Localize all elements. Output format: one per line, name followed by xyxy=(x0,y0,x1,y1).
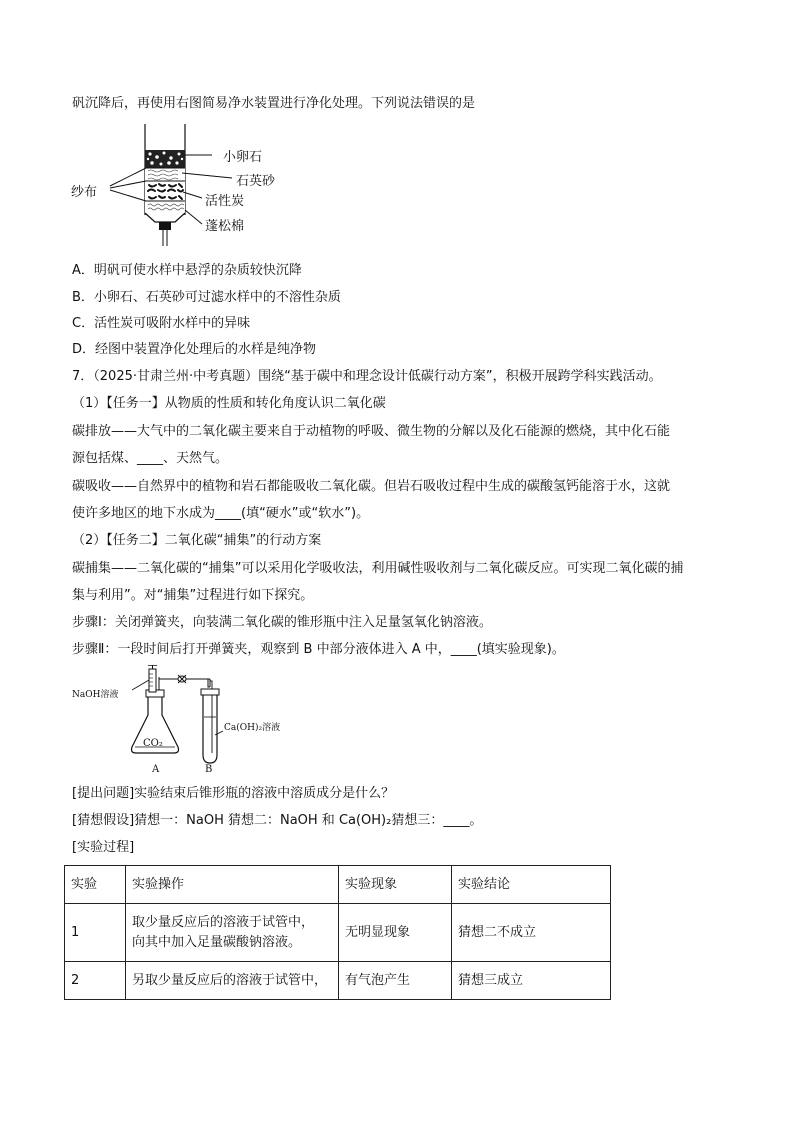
table-row xyxy=(65,904,611,962)
row-2-phenomenon: 有气泡产生 xyxy=(339,962,452,1000)
intro-text: 矾沉降后，再使用右图简易净水装置进行净化处理。下列说法错误的是 xyxy=(72,96,476,111)
header-operation: 实验操作 xyxy=(126,866,339,904)
row-2-no: 2 xyxy=(65,962,126,1000)
label-naoh-solution: NaOH溶液 xyxy=(72,690,119,700)
label-flask-a: A xyxy=(152,764,160,775)
carbon-absorb-line-2: 使许多地区的地下水成为____(填“硬水”或“软水”)。 xyxy=(72,506,370,521)
header-no: 实验 xyxy=(65,866,126,904)
header-conclusion: 实验结论 xyxy=(452,866,611,904)
table-header-row xyxy=(65,866,611,904)
label-tube-b: B xyxy=(205,764,213,775)
row-2-conclusion: 猜想三成立 xyxy=(452,962,611,1000)
option-a: A．明矾可使水样中悬浮的杂质较快沉降 xyxy=(72,263,302,278)
label-cotton: 蓬松棉 xyxy=(205,219,245,234)
experiment-table xyxy=(64,865,611,1000)
label-quartz-sand: 石英砂 xyxy=(236,174,276,189)
row-1-phenomenon: 无明显现象 xyxy=(339,904,452,962)
header-phenomenon: 实验现象 xyxy=(339,866,452,904)
row-1-operation-line-2: 向其中加入足量碳酸钠溶液。 xyxy=(132,934,302,950)
carbon-capture-line-1: 碳捕集——二氧化碳的“捕集”可以采用化学吸收法，利用碱性吸收剂与二氧化碳反应。可实现二氧化碳的捕 xyxy=(72,561,684,576)
step-2-text: 步骤Ⅱ：一段时间后打开弹簧夹，观察到 B 中部分液体进入 A 中，____(填实验现象)。 xyxy=(72,642,565,657)
option-c: C．活性炭可吸附水样中的异味 xyxy=(72,316,251,331)
option-d: D．经图中装置净化处理后的水样是纯净物 xyxy=(72,342,317,357)
row-1-operation-line-1: 取少量反应后的溶液于试管中， xyxy=(132,914,315,930)
carbon-capture-line-2: 集与利用”。对“捕集”过程进行如下探究。 xyxy=(72,588,314,603)
row-2-operation: 另取少量反应后的溶液于试管中， xyxy=(126,962,339,1000)
carbon-emission-line-1: 碳排放——大气中的二氧化碳主要来自于动植物的呼吸、微生物的分解以及化石能源的燃烧，其中化石能 xyxy=(72,424,671,439)
question-7-title: 7．（2025·甘肃兰州·中考真题）围绕“基于碳中和理念设计低碳行动方案”，积极开展跨学科实践活动。 xyxy=(72,369,662,384)
step-1-text: 步骤Ⅰ：关闭弹簧夹，向装满二氧化碳的锥形瓶中注入足量氢氧化钠溶液。 xyxy=(72,615,492,630)
option-b: B．小卵石、石英砂可过滤水样中的不溶性杂质 xyxy=(72,290,341,305)
carbon-absorb-line-1: 碳吸收——自然界中的植物和岩石都能吸收二氧化碳。但岩石吸收过程中生成的碳酸氢钙能溶于水，这就 xyxy=(72,479,671,494)
label-gauze: 纱布 xyxy=(71,185,98,200)
row-1-operation xyxy=(126,904,339,962)
table-row xyxy=(65,962,611,1000)
row-1-conclusion: 猜想二不成立 xyxy=(452,904,611,962)
carbon-emission-line-2: 源包括煤、____、天然气。 xyxy=(72,451,229,466)
row-1-no: 1 xyxy=(65,904,126,962)
hypothesis-text: [猜想假设]猜想一：NaOH 猜想二：NaOH 和 Ca(OH)₂猜想三：____。 xyxy=(72,813,483,828)
label-pebble: 小卵石 xyxy=(223,150,263,165)
task-1-heading: （1）【任务一】从物质的性质和转化角度认识二氧化碳 xyxy=(72,396,386,411)
label-activated-carbon: 活性炭 xyxy=(205,194,245,209)
label-caoh2-solution: Ca(OH)₂溶液 xyxy=(224,723,281,733)
question-text: [提出问题]实验结束后锥形瓶的溶液中溶质成分是什么？ xyxy=(72,786,395,801)
task-2-heading: （2）【任务二】二氧化碳“捕集”的行动方案 xyxy=(72,533,322,548)
process-heading: [实验过程] xyxy=(72,840,135,855)
label-co2: CO₂ xyxy=(143,738,163,749)
